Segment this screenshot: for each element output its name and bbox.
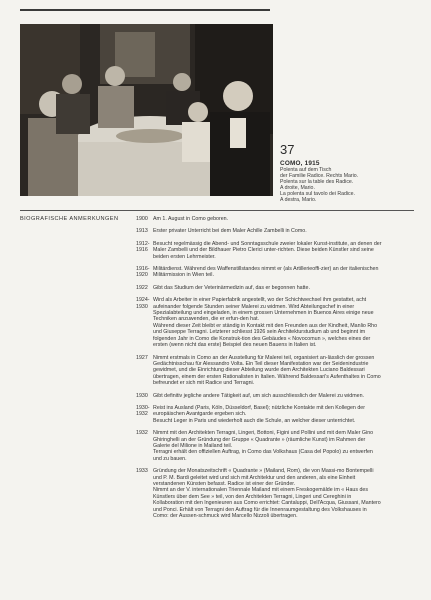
entry-paragraph: Während dieser Zeit bleibt er ständig in Kontakt mit den Freunden aus der Kindheit, Manlio Rho und Giuseppe Terragni. Letzterer schliesst 1926 sein Architekturstudium ab und beginnt im folgenden Jahr in Como die Konstruk-tion des Gebäudes « Novocomun », welches eines der ersten (wenn nicht das erste) Beispiel des neuen Bauens in Italien ist.: [153, 322, 378, 349]
entry-text: [153, 216, 382, 222]
entry-year: 1932: [136, 430, 148, 437]
entry-text: [153, 241, 382, 260]
entry-year: 1927: [136, 354, 148, 361]
entry-year: 1900: [136, 216, 148, 222]
biography-entries: [136, 216, 382, 525]
family-photo-drawing: [20, 24, 273, 196]
caption-title: COMO, 1915: [280, 159, 320, 167]
entry-text: [153, 405, 382, 424]
caption-number: 37: [280, 142, 295, 157]
entry-paragraph: Am 1. August in Como geboren.: [153, 216, 229, 222]
section-title: BIOGRAFISCHE ANMERKUNGEN: [20, 216, 119, 222]
entry-year: 1933: [136, 468, 148, 475]
entry-text: [153, 297, 382, 348]
entry-paragraph: Erster privater Unterricht bei dem Maler Achille Zambelli in Como.: [153, 228, 307, 235]
caption-line-it-2: A destra, Mario.: [280, 197, 317, 204]
entry-year: 1930-1932: [136, 404, 150, 418]
entry-paragraph: Nimmt mit den Architekten Terragni, Lingeri, Bottoni, Figini und Pollini und mit dem Maler Gino Ghiringhelli an der Gründung der Gruppe « Quadrante » (räumliche Kunst) im Rahmen der Galerie del Milione in Mailand teil.: [153, 430, 374, 449]
entry-year: 1922: [136, 284, 148, 291]
biography-entry: [136, 297, 382, 348]
biography-entry: [136, 405, 382, 424]
biography-entry: [136, 228, 382, 234]
entry-year: 1912-1916: [136, 240, 150, 254]
entry-paragraph: Besucht Leger in Paris und wiederholt auch die Schule, an welcher dieser unterrichtet.: [153, 417, 356, 424]
caption-line-de-2: der Familie Radice. Rechts Mario.: [280, 173, 359, 180]
entry-paragraph: Nimmt an der V. internationalen Triennale Mailand mit einem Freskogemälde im « Haus des Künstlers über dem See » teil, von den Architekten Terragni, Lingeri und Cereghini in Kollaboration mit den Ingenieuren aus Como errichtet: Cantaluppi, Dell'Acqua, Giussani, Mantero und Ponci. Erhält von Terragni den Auftrag für die Innenraumgestaltung des Volkshauses in Como: der Aussen-schmuck wird Marcello Nizzoli übertragen.: [153, 487, 381, 520]
entry-text: [153, 266, 382, 279]
biography-entry: [136, 266, 382, 279]
entry-year: 1913: [136, 228, 148, 235]
biography-entry: [136, 430, 382, 462]
biography-entry: [136, 355, 382, 387]
entry-paragraph: Besucht regelmässig die Abend- und Sonntagsschule zweier lokaler Kunst-institute, an denen der Maler Zambelli und der Bildhauer Pietro Clerici unter-richten. Diese beiden Künstler sind seine beiden ersten Lehrmeister.: [153, 240, 382, 260]
entry-paragraph: Reist ins Ausland (Paris, Köln, Düsseldorf, Basel); nützliche Kontakte mit den Kollegen der europäischen Avantgarde ergeben sich.: [153, 404, 365, 418]
entry-text: [153, 355, 382, 387]
entry-paragraph: Militärdienst. Während des Waffenstillstandes nimmt er (als Artillerieoffi-zier) an der italienischen Militärmission in Wien teil.: [153, 266, 379, 279]
biography-entry: [136, 393, 382, 399]
caption-line-fr-2: A droite, Mario.: [280, 185, 315, 192]
entry-text: [153, 468, 382, 519]
entry-year: 1930: [136, 392, 148, 399]
family-photo: [20, 24, 273, 196]
entry-text: [153, 285, 382, 291]
top-rule: [20, 9, 270, 11]
entry-paragraph: Gibt definitiv jegliche andere Tätigkeit auf, um sich ausschliesslich der Malerei zu widmen.: [153, 392, 364, 399]
entry-paragraph: Wird als Arbeiter in einer Papierfabrik angestellt, wo der Schichtwechsel ihm gestattet, acht aufeinander folgende Stunden seiner Malerei zu widmen. Wird Abteilungschef in einer Spezialabteilung und eingeladen, in einem grossen Unternehmen in Buenos Aires einige neue Techniken anzuwenden, die er erfun-den hat.: [153, 297, 374, 323]
entry-text: [153, 228, 382, 234]
entry-paragraph: Gründung der Monatszeitschrift « Quadrante » (Mailand, Rom), die von Massi-mo Bontempelli und P. M. Bardi geleitet wird und sich mit Architektur und den anderen, als eine Einheit verstandenen Künsten befasst. Radice ist einer der Gründer.: [153, 468, 374, 487]
biography-entry: [136, 468, 382, 519]
biography-entry: [136, 285, 382, 291]
biography-entry: [136, 241, 382, 260]
entry-text: [153, 430, 382, 462]
caption-line-fr-1: Polenta sur la table des Radice.: [280, 179, 354, 186]
caption-line-de-1: Polenta auf dem Tisch: [280, 167, 332, 174]
photo-caption: [280, 143, 400, 204]
entry-paragraph: Nimmt erstmals in Como an der Ausstellung für Malerei teil, organisiert an-lässlich der grossen Gedächtnisschau für Alessandro Volta. Ein Teil dieser Manifestation war der Seidenindustrie gewidmet, und die Einrichtung dieser Abteilung wurde dem Architekten Luciano Baldessari übertragen, einem der ersten Rationalisten in Italien. Während Baldessari's Aufenthaltes in Como befreundet er sich mit Radice und Terragni.: [153, 354, 381, 387]
entry-paragraph: Gibt das Studium der Veterinärmedizin auf, das er begonnen hatte.: [153, 284, 310, 291]
entry-paragraph: Terragni erhält den offiziellen Auftrag, in Como das Volkshaus (Casa del Popolo) zu entwerfen und zu bauen.: [153, 449, 373, 462]
entry-year: 1924-1930: [136, 297, 150, 310]
caption-line-it-1: La polenta sul tavolo dei Radice.: [280, 191, 355, 198]
section-rule: [20, 210, 414, 211]
entry-text: [153, 393, 382, 399]
biography-entry: [136, 216, 382, 222]
entry-year: 1916-1920: [136, 266, 150, 279]
